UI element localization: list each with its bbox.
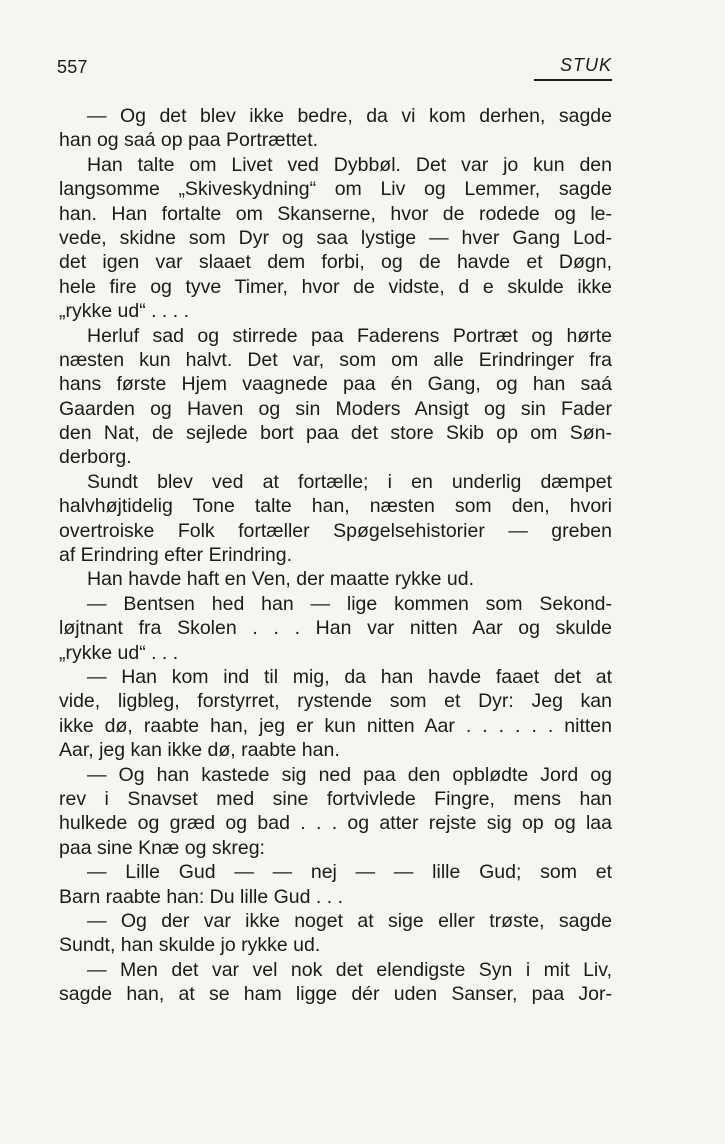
text-line: overtroiske Folk fortæller Spøgelsehistorier — greben <box>59 519 612 542</box>
text-line: han. Han fortalte om Skanserne, hvor de rodede og le- <box>59 202 612 225</box>
text-line: Han talte om Livet ved Dybbøl. Det var jo kun den <box>87 153 612 176</box>
body-text <box>59 104 612 1006</box>
text-line: hulkede og græd og bad . . . og atter rejste sig op og laa <box>59 812 612 835</box>
header-rule <box>534 79 612 81</box>
text-line: Gaarden og Haven og sin Moders Ansigt og sin Fader <box>59 397 612 420</box>
text-line: den Nat, de sejlede bort paa det store Skib op om Søn- <box>59 422 612 445</box>
text-line: løjtnant fra Skolen . . . Han var nitten Aar og skulde <box>59 617 612 640</box>
text-line: han og saá op paa Portrættet. <box>59 129 319 152</box>
text-line: af Erindring efter Erindring. <box>59 544 293 567</box>
text-line: Han havde haft en Ven, der maatte rykke ud. <box>87 568 474 591</box>
text-line: „rykke ud“ . . . <box>59 641 179 664</box>
text-line: det igen var slaaet dem forbi, og de havde et Døgn, <box>59 251 612 274</box>
text-line: vede, skidne som Dyr og saa lystige — hver Gang Lod- <box>59 226 612 249</box>
running-title: STUK <box>559 55 612 75</box>
text-line: — Han kom ind til mig, da han havde faaet det at <box>87 665 612 688</box>
text-line: — Og der var ikke noget at sige eller trøste, sagde <box>87 909 612 932</box>
text-line: Aar, jeg kan ikke dø, raabte han. <box>59 739 340 762</box>
text-line: hele fire og tyve Timer, hvor de vidste, d e skulde ikke <box>59 275 612 298</box>
text-line: paa sine Knæ og skreg: <box>59 836 265 859</box>
text-line: — Og det blev ikke bedre, da vi kom derhen, sagde <box>87 105 612 127</box>
text-line: — Men det var vel nok det elendigste Syn i mit Liv, <box>87 958 612 981</box>
text-line: hans første Hjem vaagnede paa én Gang, og han saá <box>59 373 612 396</box>
page-number: 557 <box>57 57 88 77</box>
text-line: sagde han, at se ham ligge dér uden Sanser, paa Jor- <box>59 983 612 1006</box>
text-line: — Bentsen hed han — lige kommen som Sekond- <box>87 592 612 615</box>
text-line: „rykke ud“ . . . . <box>59 300 190 323</box>
text-line: rev i Snavset med sine fortvivlede Fingre, mens han <box>59 787 612 810</box>
text-line: Sundt blev ved at fortælle; i en underlig dæmpet <box>87 470 612 493</box>
text-line: vide, ligbleg, forstyrret, rystende som et Dyr: Jeg kan <box>59 690 612 713</box>
text-line: Herluf sad og stirrede paa Faderens Portræt og hørte <box>87 324 612 347</box>
text-line: Sundt, han skulde jo rykke ud. <box>59 934 321 957</box>
text-line: næsten kun halvt. Det var, som om alle Erindringer fra <box>59 348 612 371</box>
text-line: derborg. <box>59 446 132 469</box>
text-line: Barn raabte han: Du lille Gud . . . <box>59 885 343 908</box>
text-line: — Lille Gud — — nej — — lille Gud; som et <box>87 861 612 884</box>
text-line: — Og han kastede sig ned paa den opblødte Jord og <box>87 763 612 786</box>
text-line: ikke dø, raabte han, jeg er kun nitten Aar . . . . . . nitten <box>59 714 612 737</box>
text-line: halvhøjtidelig Tone talte han, næsten som den, hvori <box>59 495 612 518</box>
text-line: langsomme „Skiveskydning“ om Liv og Lemmer, sagde <box>59 178 612 201</box>
